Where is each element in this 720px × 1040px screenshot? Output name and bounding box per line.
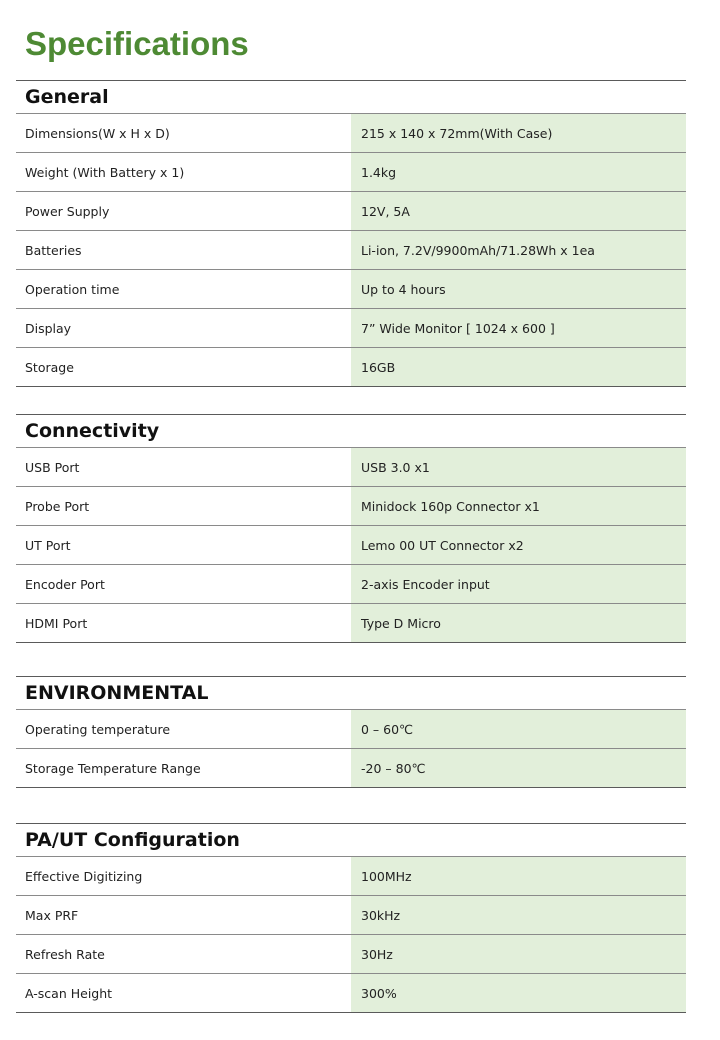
- spec-label: Display: [25, 320, 72, 336]
- spec-row: [16, 526, 686, 565]
- spec-row: [16, 604, 686, 643]
- spec-label: Effective Digitizing: [25, 868, 143, 884]
- spec-label: UT Port: [25, 537, 71, 553]
- section-connectivity: [16, 414, 686, 643]
- spec-row: [16, 935, 686, 974]
- spec-value: 30kHz: [351, 896, 686, 934]
- spec-row: [16, 270, 686, 309]
- spec-value: 300%: [351, 974, 686, 1012]
- spec-label: Operating temperature: [25, 721, 171, 737]
- spec-value: 30Hz: [351, 935, 686, 973]
- spec-label: Encoder Port: [25, 576, 105, 592]
- spec-label: Dimensions(W x H x D): [25, 125, 170, 141]
- page-title: Specifications: [25, 25, 249, 62]
- spec-row: [16, 114, 686, 153]
- section-pa-ut-configuration: [16, 823, 686, 1013]
- spec-value: 12V, 5A: [351, 192, 686, 230]
- spec-row: [16, 309, 686, 348]
- spec-label: Probe Port: [25, 498, 90, 514]
- spec-value: 0 – 60℃: [351, 710, 686, 748]
- spec-value: 16GB: [351, 348, 686, 386]
- spec-row: [16, 710, 686, 749]
- spec-value: 215 x 140 x 72mm(With Case): [351, 114, 686, 152]
- section-heading: [16, 414, 686, 448]
- spec-value: 1.4kg: [351, 153, 686, 191]
- spec-label: Storage: [25, 359, 74, 375]
- spec-label: Max PRF: [25, 907, 79, 923]
- spec-row: [16, 192, 686, 231]
- spec-label: Power Supply: [25, 203, 110, 219]
- spec-row: [16, 565, 686, 604]
- spec-label: USB Port: [25, 459, 80, 475]
- spec-value: 7” Wide Monitor [ 1024 x 600 ]: [351, 309, 686, 347]
- spec-label: Storage Temperature Range: [25, 760, 201, 776]
- section-heading: [16, 676, 686, 710]
- spec-label: Refresh Rate: [25, 946, 105, 962]
- section-heading-text: PA/UT Configuration: [25, 829, 240, 851]
- spec-value: -20 – 80℃: [351, 749, 686, 787]
- spec-row: [16, 153, 686, 192]
- spec-label: Weight (With Battery x 1): [25, 164, 185, 180]
- spec-row: [16, 974, 686, 1013]
- spec-value: 100MHz: [351, 857, 686, 895]
- spec-label: A-scan Height: [25, 985, 113, 1001]
- spec-value: Type D Micro: [351, 604, 686, 642]
- spec-value: Li-ion, 7.2V/9900mAh/71.28Wh x 1ea: [351, 231, 686, 269]
- section-heading: [16, 80, 686, 114]
- spec-value: 2-axis Encoder input: [351, 565, 686, 603]
- section-heading: [16, 823, 686, 857]
- spec-label: HDMI Port: [25, 615, 88, 631]
- section-heading-text: General: [25, 86, 109, 108]
- section-environmental: [16, 676, 686, 788]
- spec-label: Batteries: [25, 242, 82, 258]
- spec-row: [16, 448, 686, 487]
- spec-row: [16, 896, 686, 935]
- spec-value: USB 3.0 x1: [351, 448, 686, 486]
- spec-label: Operation time: [25, 281, 120, 297]
- section-heading-text: Connectivity: [25, 420, 160, 442]
- spec-row: [16, 857, 686, 896]
- section-heading-text: ENVIRONMENTAL: [25, 682, 209, 704]
- spec-value: Lemo 00 UT Connector x2: [351, 526, 686, 564]
- spec-value: Up to 4 hours: [351, 270, 686, 308]
- spec-row: [16, 487, 686, 526]
- spec-row: [16, 231, 686, 270]
- spec-row: [16, 348, 686, 387]
- spec-value: Minidock 160p Connector x1: [351, 487, 686, 525]
- section-general: [16, 80, 686, 387]
- spec-row: [16, 749, 686, 788]
